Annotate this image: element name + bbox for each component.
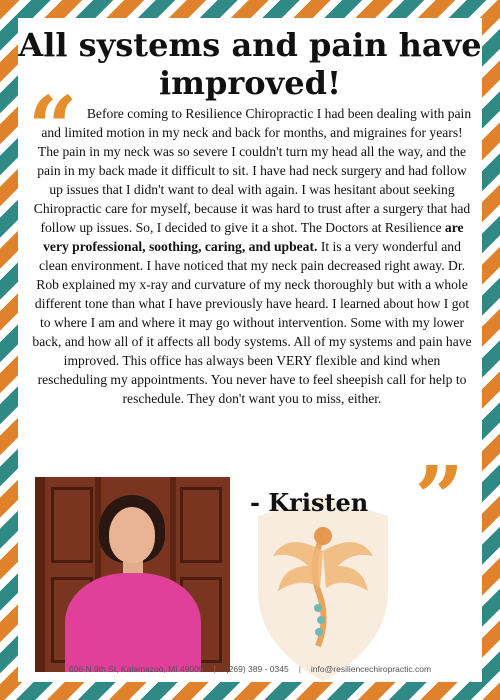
- logo-head: [314, 527, 332, 545]
- door-panel: [180, 487, 222, 563]
- testimonial-text-part2: It is a very wonderful and clean environment. I have noticed that my neck pain decreased right away. Dr. Rob explained my x-ray and curvature of my neck thoroughly but with a whole different tone than what I have previously have heard. I learned about how I got to where I am and where it may go without intervention. Some with my lower back, and how all of it affects all body systems. All of my systems and pain have improved. This office has always been VERY flexible and kind when rescheduling my appointments. You never have to feel sheepish call for help to reschedule. They don't want you to miss, either.: [32, 239, 472, 406]
- testimonial-text-part1: Before coming to Resilience Chiropractic I had been dealing with pain and limited motion in my neck and back for months, and migraines for years! The pain in my neck was so severe I couldn't turn my head all the way, and the pain in my back made it difficult to sit. I have had neck surgery and had follow up issues that I didn't want to deal with again. I was hesitant about seeking Chiropractic care for myself, because it was hard to trust after a surgery that had follow up issues. So, I decided to give it a shot. The Doctors at Resilience: [33, 106, 472, 235]
- person-face: [109, 507, 155, 563]
- contact-footer: [0, 658, 500, 680]
- close-quote-mark: ”: [414, 448, 464, 549]
- logo-vertebra: [314, 604, 322, 612]
- testimonial-card: [18, 18, 482, 682]
- open-quote-mark: “: [28, 78, 78, 179]
- door-panel: [51, 487, 93, 563]
- logo-vertebra: [317, 616, 325, 624]
- phoenix-logo: [248, 496, 398, 681]
- footer-separator: |: [298, 664, 301, 674]
- page-title: All systems and pain have improved!: [18, 26, 482, 102]
- footer-phone[interactable]: (269) 389 - 0345: [225, 664, 289, 674]
- footer-email[interactable]: info@resiliencechiropractic.com: [310, 664, 432, 674]
- logo-vertebra: [315, 628, 323, 636]
- logo-shield: [258, 496, 388, 681]
- testimonial-text: [32, 104, 472, 408]
- testimonial-highlight: are very professional, soothing, caring, and upbeat.: [43, 220, 464, 254]
- client-photo: [35, 477, 230, 672]
- footer-separator: |: [213, 664, 216, 674]
- author-name: - Kristen: [250, 488, 369, 517]
- footer-address: 606 N 9th St, Kalamazoo, MI 49009: [68, 664, 204, 674]
